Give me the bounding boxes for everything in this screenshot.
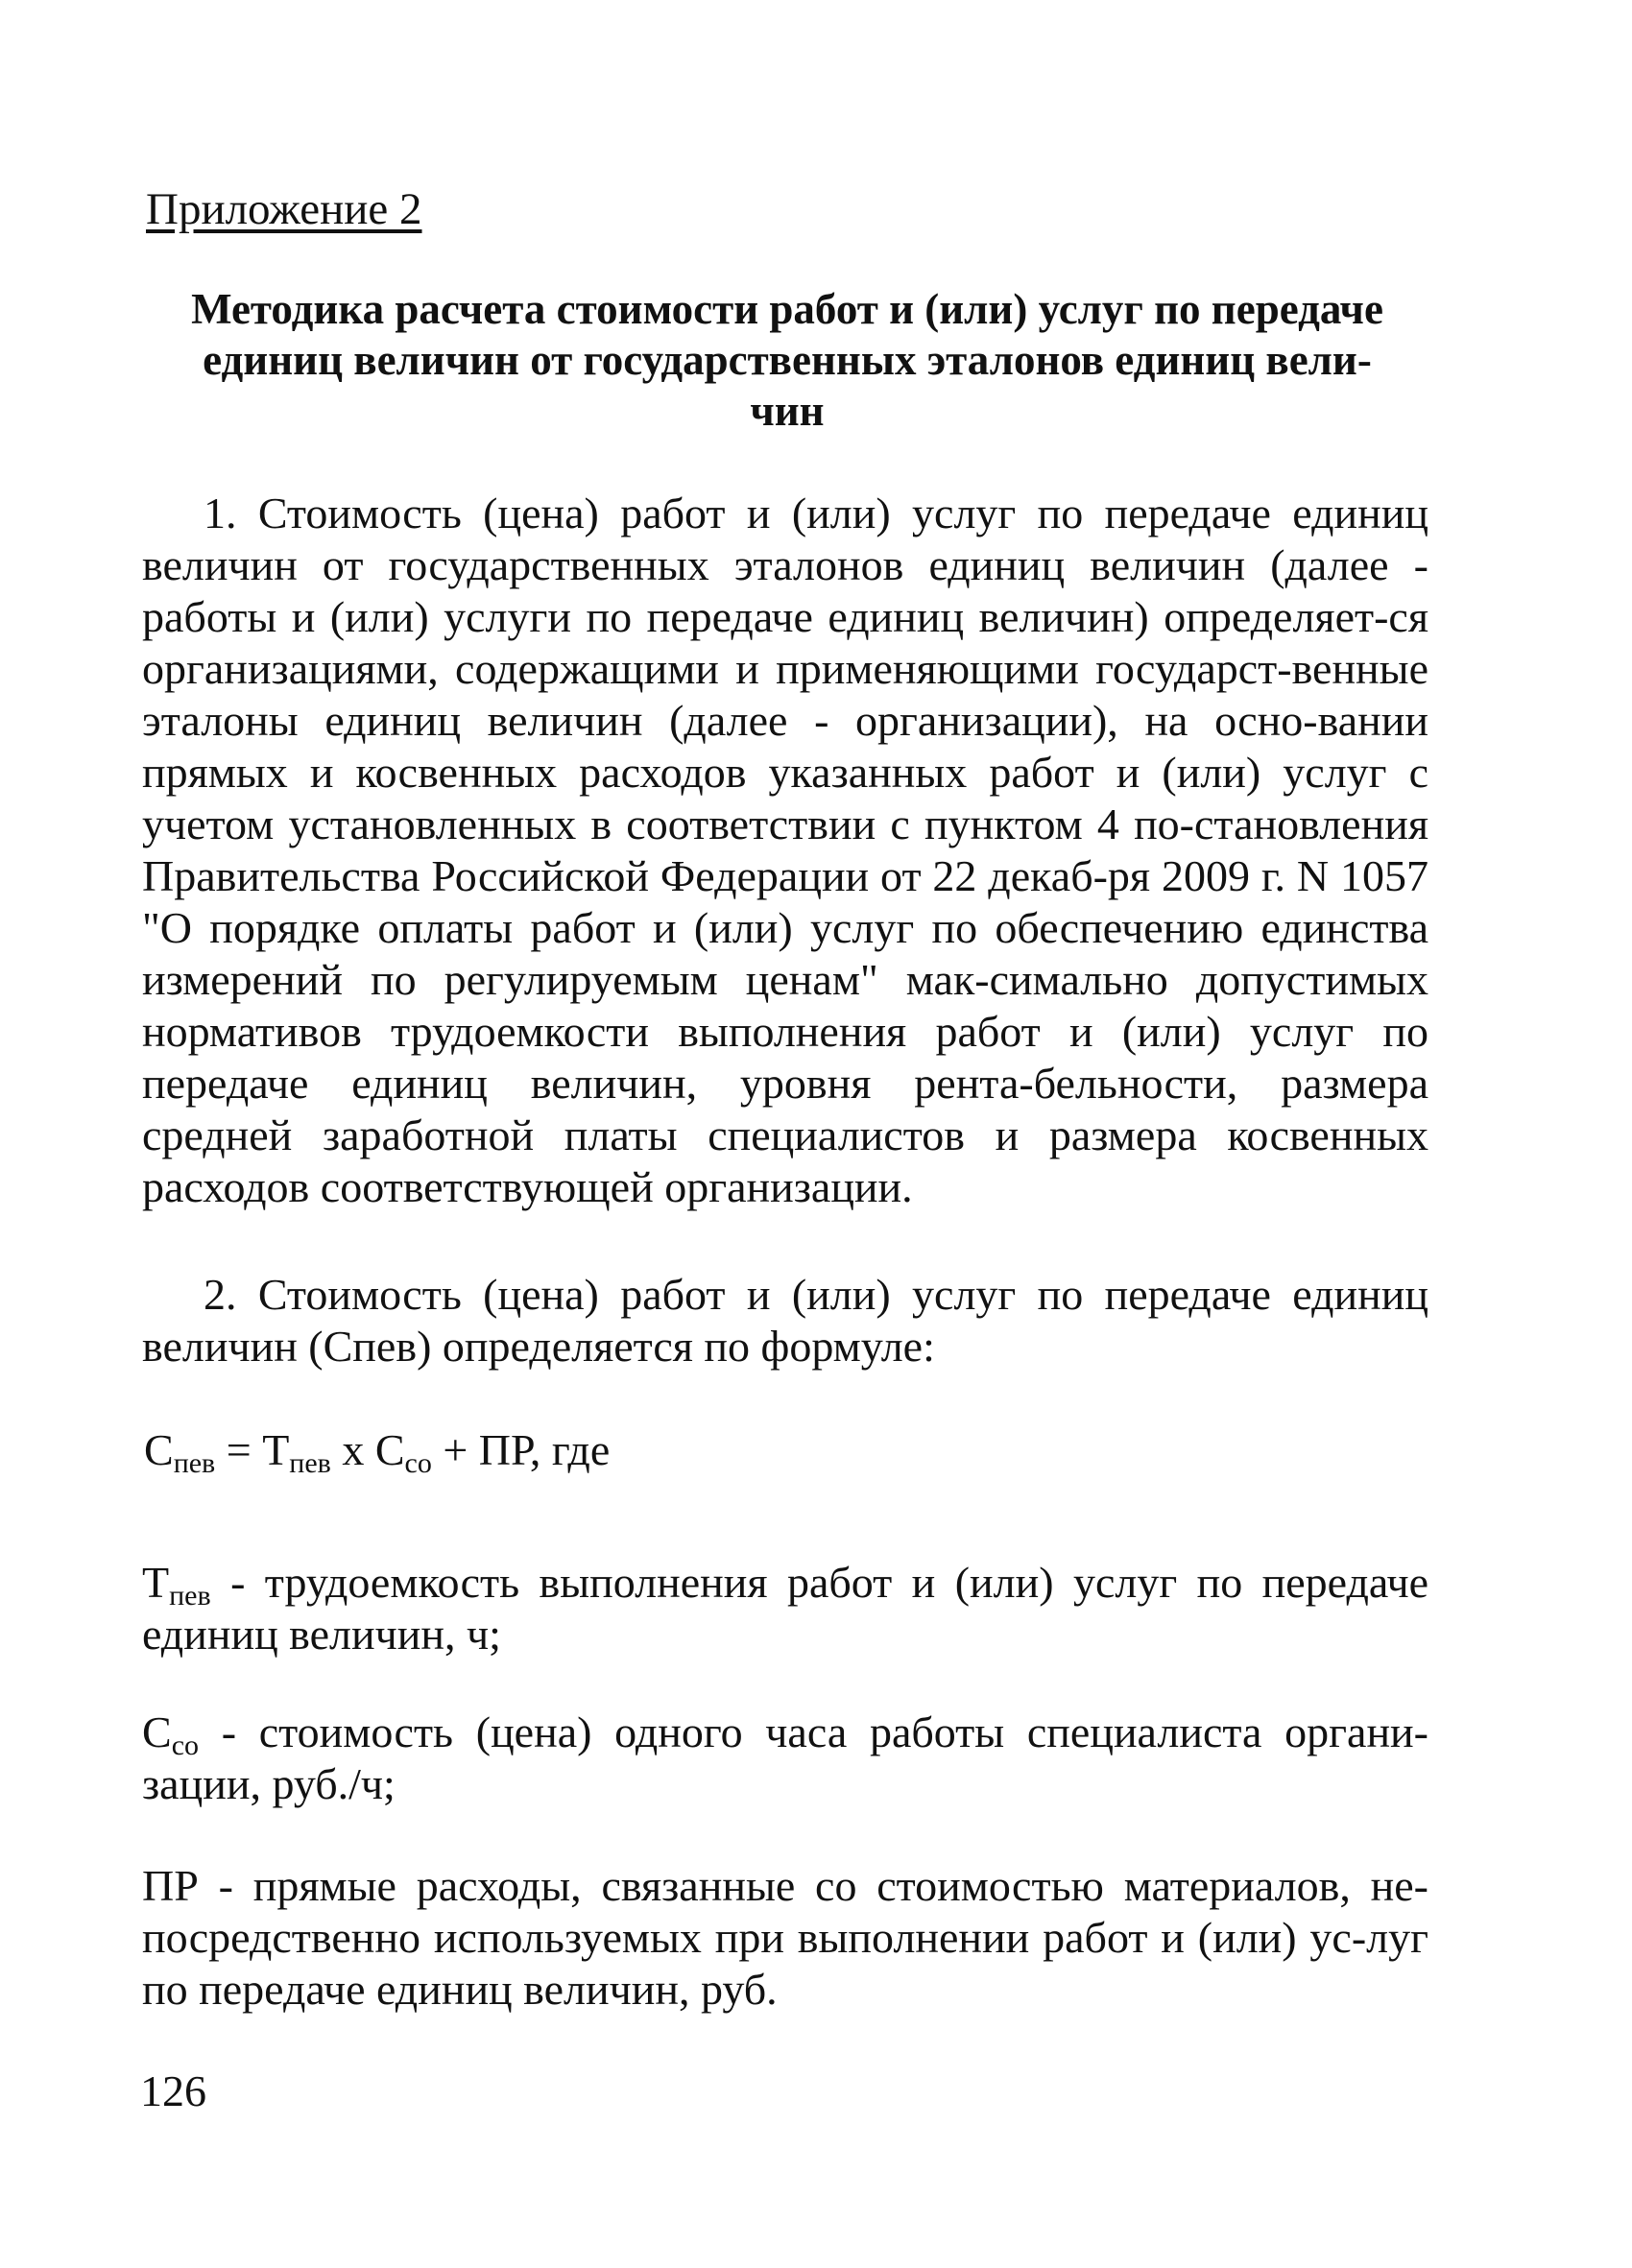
definition-cso-symbol: С	[142, 1707, 172, 1756]
paragraph-2: 2. Стоимость (цена) работ и (или) услуг по передаче единиц величин (Спев) определяется по формуле:	[142, 1270, 1428, 1371]
definition-tpev	[142, 1557, 1428, 1660]
definition-tpev-symbol: Т	[142, 1558, 170, 1607]
formula-c-symbol: С	[144, 1425, 174, 1474]
document-heading	[144, 284, 1430, 437]
heading-line-1: Методика расчета стоимости работ и (или) услуг по передаче	[191, 285, 1383, 333]
formula-cso-subscript: со	[404, 1447, 432, 1479]
formula-t-symbol: Т	[262, 1425, 290, 1474]
heading-line-3: чин	[750, 387, 825, 435]
formula-times: х	[330, 1425, 375, 1474]
formula-t-subscript: пев	[289, 1447, 331, 1479]
page-number: 126	[140, 2066, 206, 2115]
definition-cso	[142, 1707, 1428, 1810]
formula-c-subscript: пев	[173, 1447, 216, 1479]
definition-tpev-subscript: пев	[169, 1580, 211, 1611]
formula-rest: + ПР, где	[431, 1425, 611, 1474]
definition-cso-text: - стоимость (цена) одного часа работы специалиста органи-зации, руб./ч;	[142, 1707, 1428, 1808]
appendix-label: Приложение 2	[146, 184, 422, 234]
paragraph-1: 1. Стоимость (цена) работ и (или) услуг по передаче единиц величин от государственных эталонов единиц величин (далее - работы и (или) услуги по передаче единиц величин) определяет-ся организациями, содержащими и применяющими государст-венные эталоны единиц величин (далее - организации), на осно-вании прямых и косвенных расходов указанных работ и (или) услуг с учетом установленных в соответствии с пунктом 4 по-становления Правительства Российской Федерации от 22 декаб-ря 2009 г. N 1057 "О порядке оплаты работ и (или) услуг по обеспечению единства измерений по регулируемым ценам" мак-симально допустимых нормативов трудоемкости выполнения работ и (или) услуг по передаче единиц величин, уровня рента-бельности, размера средней заработной платы специалистов и размера косвенных расходов соответствующей организации.	[142, 489, 1428, 1211]
definition-tpev-text: - трудоемкость выполнения работ и (или) услуг по передаче единиц величин, ч;	[142, 1558, 1428, 1659]
formula-cso-symbol: С	[374, 1425, 405, 1474]
definition-cso-subscript: со	[171, 1730, 200, 1761]
cost-formula	[144, 1424, 611, 1479]
formula-equals: =	[215, 1425, 263, 1474]
definition-pr: ПР - прямые расходы, связанные со стоимостью материалов, не-посредственно используемых при выполнении работ и (или) ус-луг по передаче единиц величин, руб.	[142, 1861, 1428, 2014]
heading-line-2: единиц величин от государственных эталонов единиц вели-	[203, 336, 1372, 384]
